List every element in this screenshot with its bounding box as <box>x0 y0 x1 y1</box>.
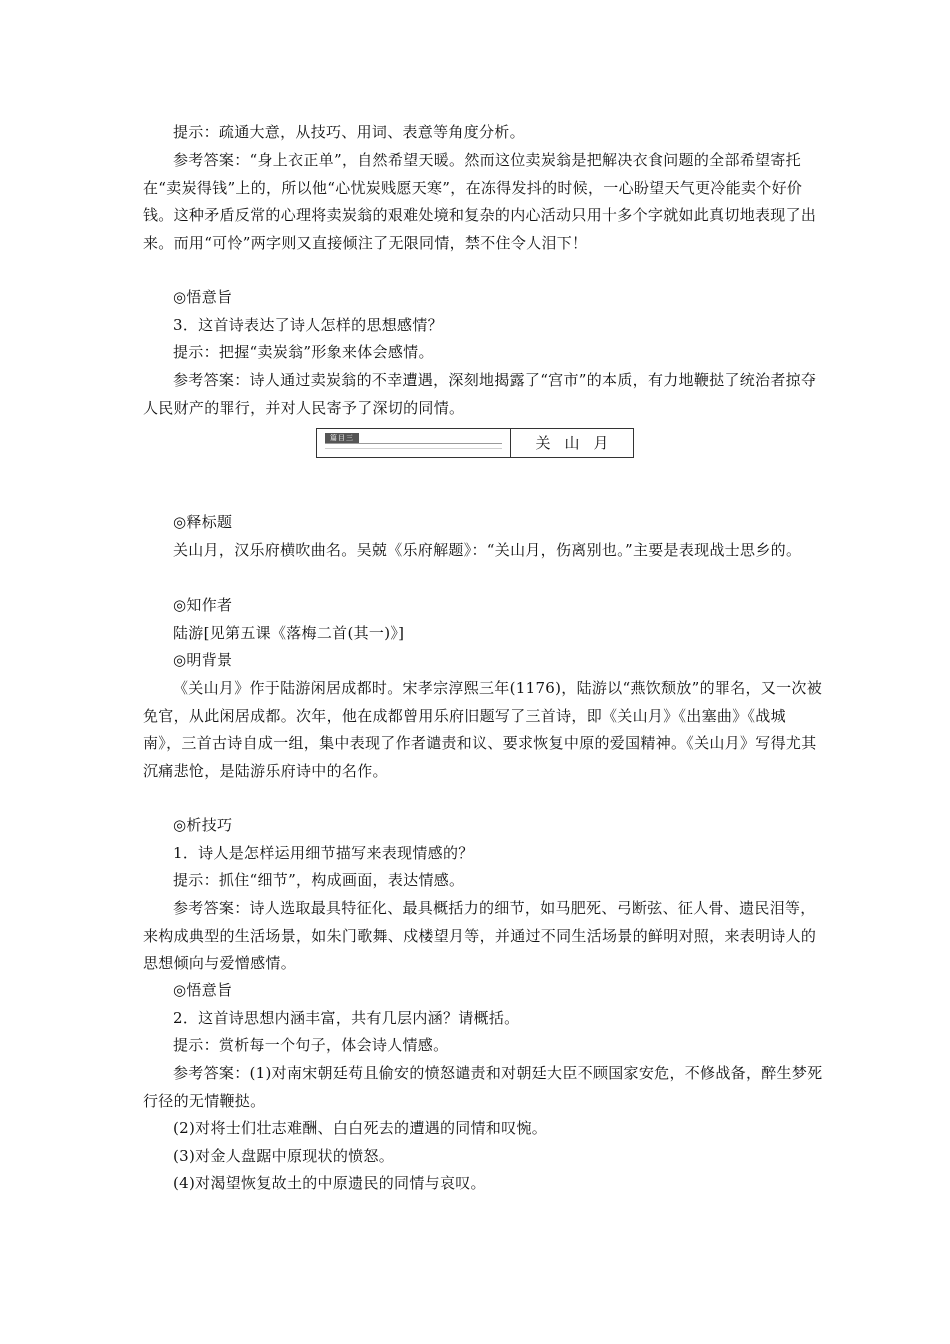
author-note: 陆游[见第五课《落梅二首(其一)》] <box>173 624 405 642</box>
title-explanation: 关山月，汉乐府横吹曲名。吴兢《乐府解题》：“关山月，伤离别也。”主要是表现战士思乡的。 <box>173 541 802 559</box>
section-heading-zhizuozhe: ◎知作者 <box>173 596 233 614</box>
answer-item-2: (2)对将士们壮志难酬、白白死去的遭遇的同情和叹惋。 <box>173 1119 548 1137</box>
background-paragraph: 《关山月》作于陆游闲居成都时。宋孝宗淳熙三年(1176)，陆游以“燕饮颓放”的罪名，又一次被免官，从此闲居成都。次年，他在成都曾用乐府旧题写了三首诗，即《关山月》《出塞曲》《战城南》，三首古诗自成一组，集中表现了作者谴责和议、要求恢复中原的爱国精神。《关山月》写得尤其沉痛悲怆，是陆游乐府诗中的名作。 <box>143 679 823 780</box>
answer-paragraph: 参考答案：诗人通过卖炭翁的不幸遭遇，深刻地揭露了“宫市”的本质，有力地鞭挞了统治者掠夺人民财产的罪行，并对人民寄予了深切的同情。 <box>143 371 817 417</box>
answer-paragraph: 参考答案：诗人选取最具特征化、最具概括力的细节，如马肥死、弓断弦、征人骨、遗民泪等，来构成典型的生活场景，如朱门歌舞、戍楼望月等，并通过不同生活场景的鲜明对照，来表明诗人的思想倾向与爱憎感情。 <box>143 899 817 972</box>
answer-item-4: (4)对渴望恢复故土的中原遗民的同情与哀叹。 <box>173 1174 486 1192</box>
section-heading-wuyizhi: ◎悟意旨 <box>173 288 233 306</box>
section-heading-wuyizhi: ◎悟意旨 <box>173 981 233 999</box>
answer-item-3: (3)对金人盘踞中原现状的愤怒。 <box>173 1147 395 1165</box>
answer-paragraph: 参考答案：“身上衣正单”，自然希望天暖。然而这位卖炭翁是把解决衣食问题的全部希望寄托在“卖炭得钱”上的，所以他“心忧炭贱愿天寒”，在冻得发抖的时候，一心盼望天气更冷能卖个好价钱。这种矛盾反常的心理将卖炭翁的艰难处境和复杂的内心活动只用十多个字就如此真切地表现了出来。而用“可怜”两字则又直接倾注了无限同情，禁不住令人泪下！ <box>143 151 817 252</box>
section-heading-shibiaoti: ◎释标题 <box>173 513 233 531</box>
hint-text: 提示：把握“卖炭翁”形象来体会感情。 <box>173 343 434 361</box>
hint-text: 提示：赏析每一个句子，体会诗人情感。 <box>173 1036 449 1054</box>
question-3: 3．这首诗表达了诗人怎样的思想感情？ <box>173 316 443 334</box>
hint-text: 提示：抓住“细节”，构成画面，表达情感。 <box>173 871 465 889</box>
question-1: 1．诗人是怎样运用细节描写来表现情感的？ <box>173 844 474 862</box>
answer-paragraph: 参考答案：(1)对南宋朝廷苟且偷安的愤怒谴责和对朝廷大臣不顾国家安危，不修战备，醉生梦死行径的无情鞭挞。 <box>143 1064 823 1110</box>
hint-text: 提示：疏通大意，从技巧、用词、表意等角度分析。 <box>173 123 525 141</box>
section-heading-xijiqiao: ◎析技巧 <box>173 816 233 834</box>
banner-label-box <box>317 429 511 457</box>
banner-title: 关山月 <box>535 434 623 452</box>
section-heading-mingbeijing: ◎明背景 <box>173 651 233 669</box>
question-2: 2．这首诗思想内涵丰富，共有几层内涵？请概括。 <box>173 1009 520 1027</box>
banner-rule <box>325 443 502 444</box>
banner-rule <box>325 448 502 449</box>
section-banner <box>316 428 634 458</box>
banner-tag: 篇目三 <box>325 433 359 443</box>
